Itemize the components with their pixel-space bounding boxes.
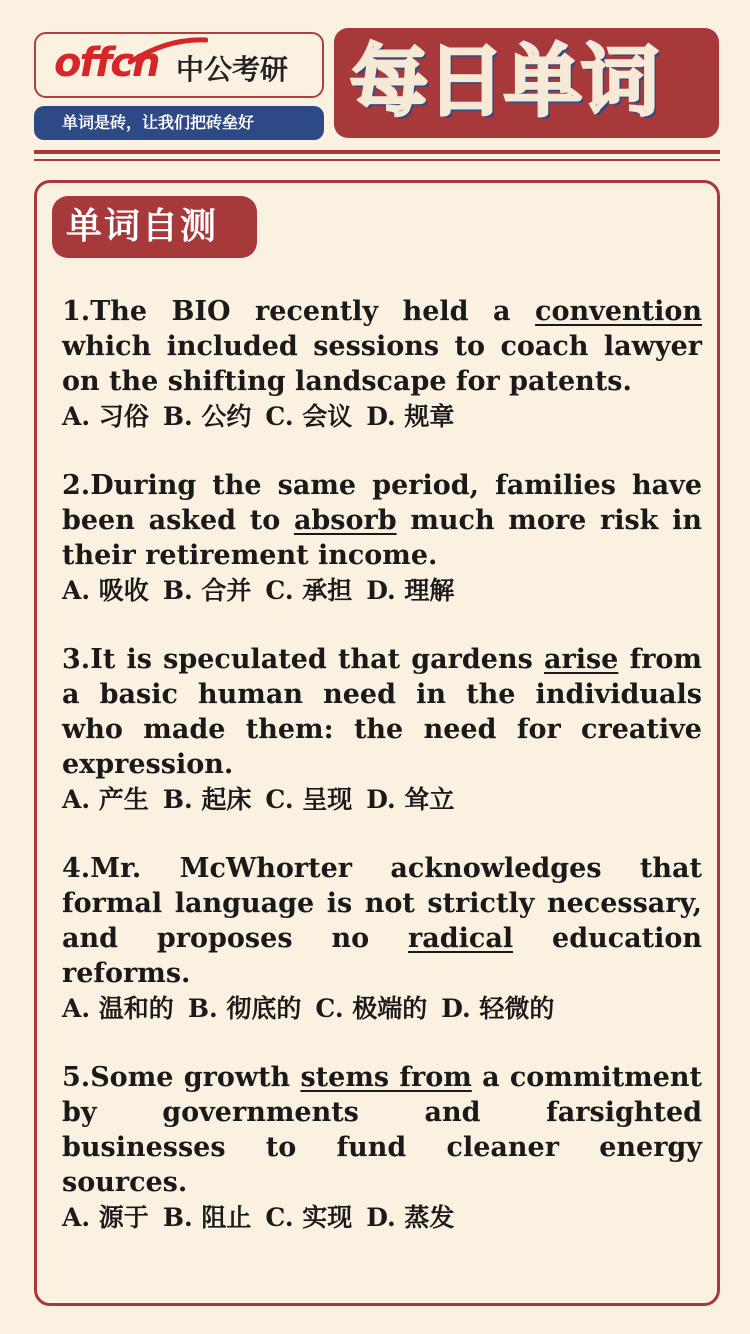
question-keyword: convention [535, 296, 702, 327]
question-text: much more risk in their retirement income. [62, 505, 702, 571]
question-text: education reforms. [62, 923, 702, 989]
answer-options [62, 1200, 702, 1235]
option-b: B. 阻止 [162, 1203, 252, 1232]
answer-options [62, 782, 702, 817]
option-d: D. 理解 [366, 576, 455, 605]
option-d: D. 耸立 [366, 785, 455, 814]
question-text: a commitment by governments and farsighted businesses to fund cleaner energy sources. [62, 1062, 703, 1198]
question-text: Mr. McWhorter acknowledges that formal language is not strictly necessary, and proposes no [62, 853, 702, 954]
question-number: 1. [62, 296, 91, 327]
option-c: C. 极端的 [315, 994, 428, 1023]
divider-thin [34, 159, 720, 161]
title-banner [334, 28, 719, 138]
option-c: C. 会议 [265, 402, 353, 431]
option-b: B. 起床 [162, 785, 252, 814]
option-b: B. 合并 [162, 576, 252, 605]
question-keyword: arise [544, 644, 619, 675]
option-a: A. 源于 [62, 1203, 149, 1232]
option-b: B. 彻底的 [187, 994, 302, 1023]
question-keyword: radical [408, 923, 514, 954]
option-c: C. 实现 [265, 1203, 353, 1232]
question-text: During the same period, families have been asked to [62, 470, 702, 536]
question-keyword: absorb [293, 505, 397, 536]
option-a: A. 温和的 [62, 994, 174, 1023]
option-a: A. 习俗 [62, 402, 149, 431]
question-3 [62, 642, 702, 817]
section-label: 单词自测 [52, 196, 257, 258]
question-text: which included sessions to coach lawyer on the shifting landscape for patents. [62, 331, 702, 397]
question-5 [62, 1060, 702, 1235]
answer-options [62, 991, 702, 1026]
question-text: It is speculated that gardens [90, 644, 544, 675]
option-d: D. 蒸发 [366, 1203, 455, 1232]
question-number: 5. [62, 1062, 91, 1093]
question-1 [62, 294, 702, 434]
slogan-banner: 单词是砖，让我们把砖垒好 [34, 106, 324, 140]
page-title: 每日单词 [350, 37, 659, 127]
logo-chinese-name: 中公考研 [176, 53, 289, 86]
question-text: from a basic human need in the individuals who made them: the need for creative expression. [62, 644, 702, 780]
offcn-logo [34, 32, 324, 98]
question-text: Some growth [90, 1062, 301, 1093]
option-d: D. 规章 [366, 402, 455, 431]
option-d: D. 轻微的 [441, 994, 555, 1023]
option-b: B. 公约 [162, 402, 252, 431]
question-number: 2. [62, 470, 91, 501]
answer-options [62, 399, 702, 434]
question-2 [62, 468, 702, 608]
option-c: C. 承担 [265, 576, 353, 605]
question-text: The BIO recently held a [90, 296, 536, 327]
question-number: 4. [62, 853, 91, 884]
logo-wordmark: offcn [54, 40, 159, 86]
answer-options [62, 573, 702, 608]
question-keyword: stems from [300, 1062, 472, 1093]
question-4 [62, 851, 702, 1026]
option-c: C. 呈现 [265, 785, 353, 814]
option-a: A. 吸收 [62, 576, 149, 605]
divider-thick [34, 150, 720, 154]
option-a: A. 产生 [62, 785, 149, 814]
question-number: 3. [62, 644, 91, 675]
